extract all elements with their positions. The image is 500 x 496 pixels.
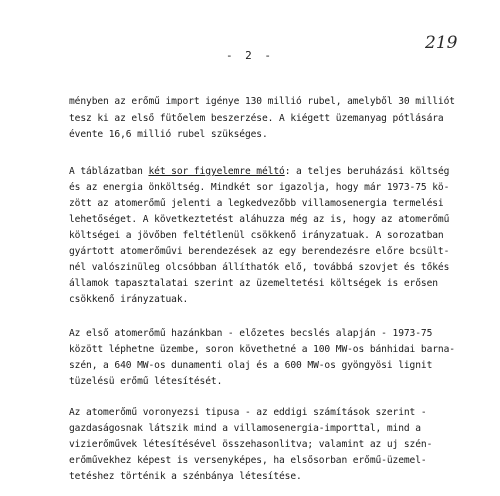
paragraph-2-line-4: lehetőséget. A következtetést aláhuzza még az is, hogy az atomerőmű <box>69 214 450 225</box>
paragraph-4-line-2: gazdaságosnak látszik mind a villamosenergia-importtal, mind a <box>69 423 421 434</box>
paragraph-2-line-7: nél valószinüleg olcsóbban állíthatók elő, továbbá szovjet és tőkés <box>69 262 450 273</box>
paragraph-4-line-1: Az atomerőmű voronyezsi tipusa - az eddigi számítások szerint - <box>69 407 427 418</box>
paragraph-2-line-1 <box>69 166 449 178</box>
paragraph-2-line-9: csökkenő irányzatuak. <box>69 294 189 305</box>
underlined-phrase: két sor figyelemre méltó <box>148 166 285 177</box>
paragraph-2-line-2: és az energia önköltség. Mindkét sor igazolja, hogy már 1973-75 kö- <box>69 182 450 193</box>
paragraph-4-line-4: erőművekhez képest is versenyképes, ha elsősorban erőmű-üzemel- <box>69 455 427 466</box>
paragraph-3-line-1: Az első atomerőmű hazánkban - előzetes becslés alapján - 1973-75 <box>69 328 433 339</box>
paragraph-1-line-3: évente 16,6 millió rubel szükséges. <box>69 129 268 140</box>
paragraph-2-line-8: államok tapasztalatai szerint az üzemeltetési költségek is erősen <box>69 278 438 289</box>
paragraph-4-line-3: vizierőművek létesítésével összehasonlitva; valamint az uj szén- <box>69 439 433 450</box>
paragraph-1-line-1: ményben az erőmű import igénye 130 millió rubel, amelyből 30 milliót <box>69 96 455 107</box>
paragraph-3-line-4: tüzelésü erőmű létesítését. <box>69 376 223 387</box>
paragraph-2-line-5: költségei a jövőben feltétlenül csökkenő irányzatuak. A sorozatban <box>69 230 444 241</box>
line-text-after-underline: : a teljes beruházási költség <box>284 166 450 177</box>
paragraph-3-line-3: szén, a 640 MW-os dunamenti olaj és a 600 MW-os gyöngyösi lignit <box>69 360 433 371</box>
page-number: - 2 - <box>225 49 275 62</box>
line-text-before-underline: A táblázatban <box>69 166 149 177</box>
paragraph-3-line-2: között léphetne üzembe, soron követhetné a 100 MW-os bánhidai barna- <box>69 344 455 355</box>
handwritten-folio-number: 219 <box>425 33 458 53</box>
paragraph-2-line-3: zött az atomerőmű jelenti a legkedvezőbb villamosenergia termelési <box>69 198 444 209</box>
paragraph-4-line-5: tetéshez történik a szénbánya létesítése. <box>69 471 302 482</box>
paragraph-1-line-2: tesz ki az első fütőelem beszerzése. A kiégett üzemanyag pótlására <box>69 113 444 124</box>
paragraph-2-line-6: gyártott atomerőművi berendezések az egy berendezésre előre bcsült- <box>69 246 450 257</box>
